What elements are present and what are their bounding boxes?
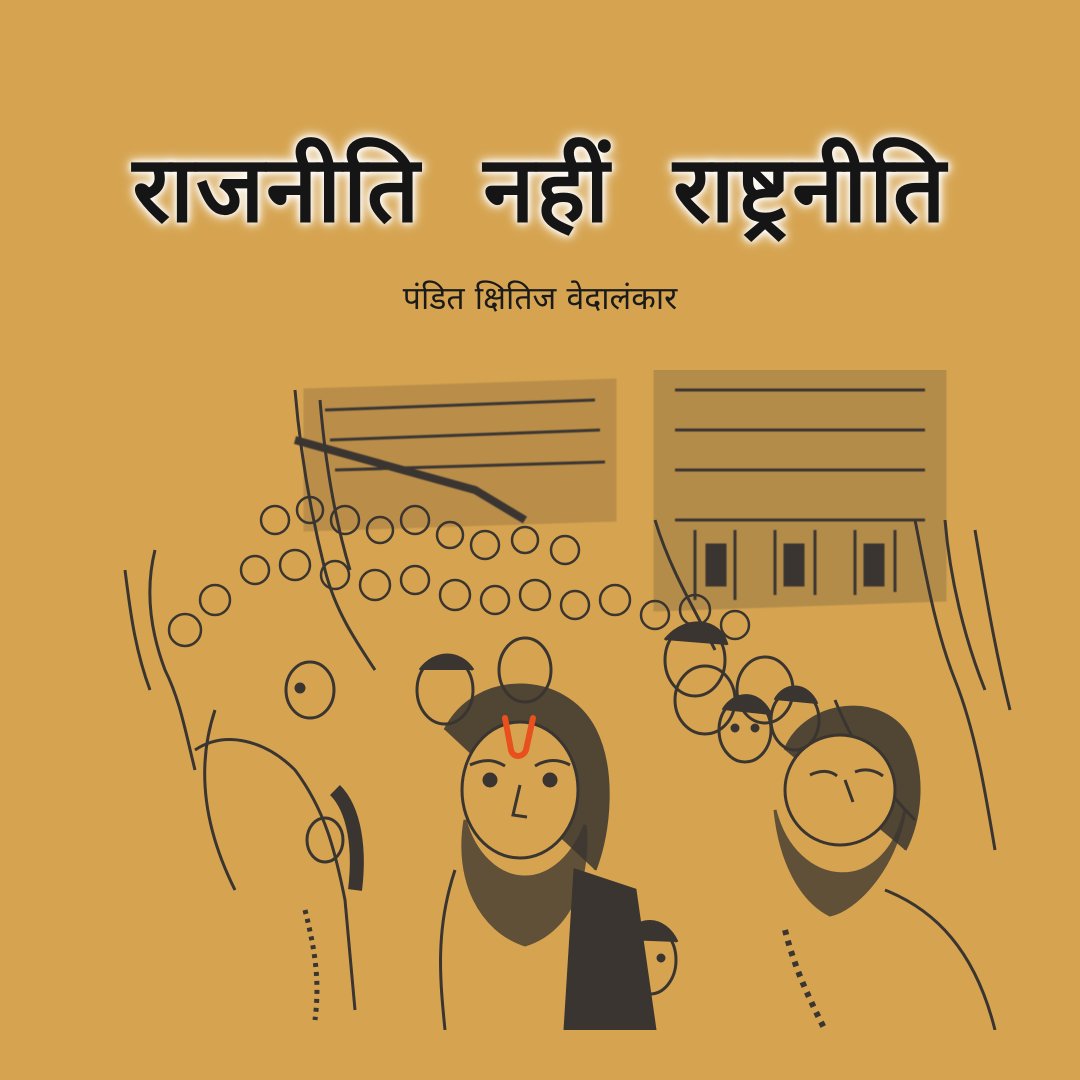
book-author: पंडित क्षितिज वेदालंकार <box>402 279 678 317</box>
right-sadhu <box>775 707 995 1030</box>
building-sketch <box>295 370 945 610</box>
crowd-illustration <box>95 370 1055 1030</box>
book-title: राजनीति नहीं राष्ट्रनीति <box>132 136 948 243</box>
central-sadhu <box>441 685 655 1030</box>
left-figure <box>195 740 357 1020</box>
